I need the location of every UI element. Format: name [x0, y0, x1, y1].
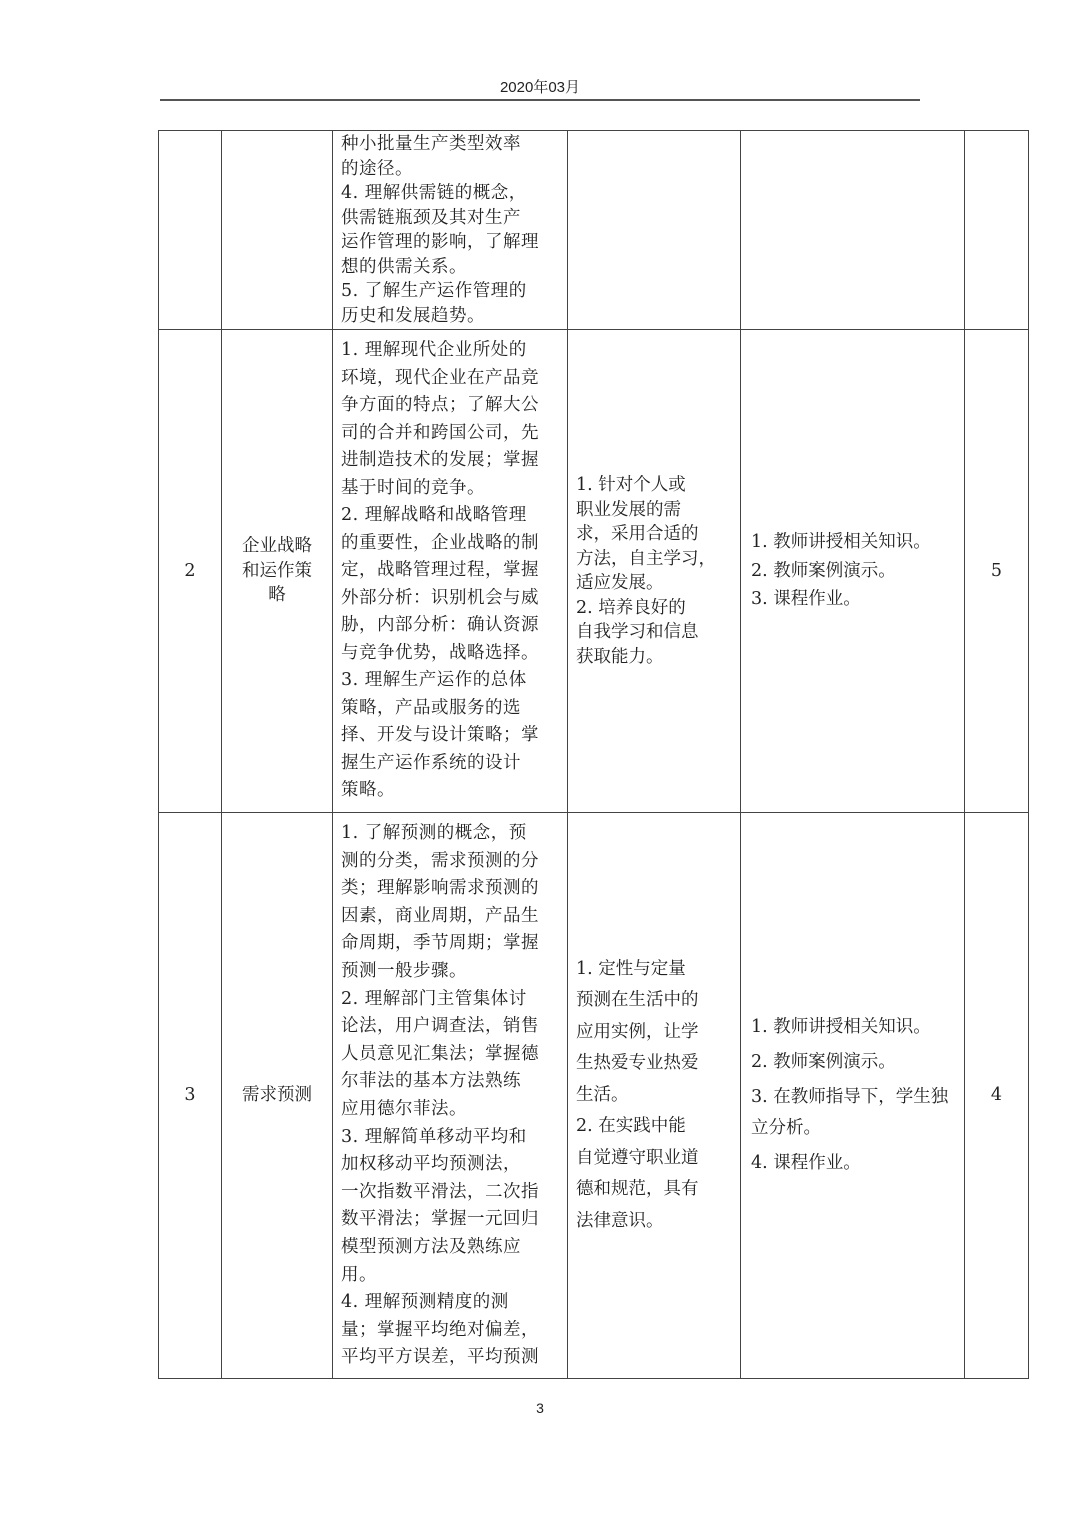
page-header-date: 2020年03月	[499, 79, 581, 96]
ideological-goals-cell	[568, 131, 741, 330]
row-topic-cell	[222, 330, 333, 813]
goal-line: 历史和发展趋势。	[341, 305, 485, 326]
moral-line: 预测在生活中的	[576, 990, 699, 1011]
moral-line: 1. 定性与定量	[576, 958, 686, 979]
goal-line: 想的供需关系。	[341, 256, 467, 277]
topic-line: 和运作策	[242, 560, 312, 581]
method-item: 2. 教师案例演示。	[751, 1052, 896, 1072]
moral-line: 自我学习和信息	[576, 622, 699, 642]
goal-line: 加权移动平均预测法，	[341, 1154, 521, 1175]
goal-line: 4. 理解预测精度的测	[341, 1292, 509, 1313]
method-item: 3. 在教师指导下，学生独立分析。	[751, 1087, 949, 1138]
goal-line: 3. 理解生产运作的总体	[341, 670, 527, 691]
moral-line: 法律意识。	[576, 1210, 664, 1231]
method-item: 4. 课程作业。	[751, 1153, 861, 1173]
topic-line: 略	[268, 585, 286, 606]
goal-line: 的重要性，企业战略的制	[341, 532, 539, 553]
row-number-cell: 2	[159, 330, 222, 813]
goal-line: 环境，现代企业在产品竞	[341, 367, 539, 388]
goal-line: 类；理解影响需求预测的	[341, 878, 539, 899]
goal-line: 4. 理解供需链的概念，	[341, 183, 527, 203]
teaching-methods-cell	[741, 813, 965, 1379]
goal-line: 人员意见汇集法；掌握德	[341, 1043, 539, 1064]
moral-line: 1. 针对个人或	[576, 475, 686, 495]
goal-line: 握生产运作系统的设计	[341, 752, 521, 773]
goal-line: 1. 了解预测的概念，预	[341, 823, 527, 844]
goal-line: 1. 理解现代企业所处的	[341, 340, 527, 361]
teaching-methods-cell	[741, 131, 965, 330]
goal-line: 争方面的特点；了解大公	[341, 395, 539, 416]
goal-line: 与竞争优势，战略选择。	[341, 642, 539, 663]
goal-line: 测的分类，需求预测的分	[341, 850, 539, 871]
table-row	[159, 813, 1029, 1379]
header-rule	[160, 99, 920, 101]
goal-line: 司的合并和跨国公司，先	[341, 422, 539, 443]
teaching-methods-cell	[741, 330, 965, 813]
goal-line: 择、开发与设计策略；掌	[341, 725, 539, 746]
goal-line: 量；掌握平均绝对偏差，	[341, 1319, 539, 1340]
learning-goals-cell	[333, 131, 568, 330]
goal-line: 策略，产品或服务的选	[341, 697, 521, 718]
row-topic-cell	[222, 131, 333, 330]
row-number-cell	[159, 131, 222, 330]
moral-line: 职业发展的需	[576, 499, 681, 520]
moral-line: 德和规范，具有	[576, 1179, 699, 1200]
goal-line: 2. 理解部门主管集体讨	[341, 988, 527, 1009]
moral-line: 方法，自主学习，	[576, 548, 716, 569]
goal-line: 尔菲法的基本方法熟练	[341, 1071, 521, 1092]
goal-line: 平均平方误差，平均预测	[341, 1347, 539, 1368]
method-item: 2. 教师案例演示。	[751, 560, 896, 581]
method-item: 1. 教师讲授相关知识。	[751, 1017, 931, 1037]
moral-line: 生活。	[576, 1084, 629, 1105]
moral-line: 求，采用合适的	[576, 524, 699, 544]
goal-line: 命周期，季节周期；掌握	[341, 933, 539, 954]
learning-goals-cell	[333, 813, 568, 1379]
topic-line: 需求预测	[242, 1085, 312, 1106]
moral-line: 2. 在实践中能	[576, 1116, 686, 1137]
goal-line: 论法，用户调查法，销售	[341, 1016, 539, 1037]
hours-cell: 5	[965, 330, 1029, 813]
goal-line: 因素，商业周期，产品生	[341, 905, 539, 926]
hours-cell	[965, 131, 1029, 330]
page-number: 3	[536, 1400, 544, 1416]
syllabus-table	[158, 130, 1029, 1379]
goal-line: 策略。	[341, 780, 395, 801]
goal-line: 供需链瓶颈及其对生产	[341, 207, 521, 228]
goal-line: 数平滑法；掌握一元回归	[341, 1209, 539, 1230]
moral-line: 应用实例，让学	[576, 1021, 699, 1042]
row-topic-cell	[222, 813, 333, 1379]
goal-line: 的途径。	[341, 158, 413, 179]
goal-line: 3. 理解简单移动平均和	[341, 1126, 527, 1147]
ideological-goals-cell	[568, 330, 741, 813]
method-item: 3. 课程作业。	[751, 589, 861, 610]
goal-line: 运作管理的影响，了解理	[341, 232, 539, 252]
moral-line: 适应发展。	[576, 573, 664, 593]
moral-line: 获取能力。	[576, 646, 664, 667]
moral-line: 2. 培养良好的	[576, 597, 686, 618]
moral-line: 自觉遵守职业道	[576, 1147, 699, 1168]
hours-cell: 4	[965, 813, 1029, 1379]
ideological-goals-cell	[568, 813, 741, 1379]
goal-line: 5. 了解生产运作管理的	[341, 281, 527, 301]
row-number-cell: 3	[159, 813, 222, 1379]
goal-line: 种小批量生产类型效率	[341, 134, 521, 154]
goal-line: 胁，内部分析：确认资源	[341, 615, 539, 636]
goal-line: 应用德尔菲法。	[341, 1099, 467, 1119]
topic-line: 企业战略	[242, 536, 312, 557]
table-row	[159, 330, 1029, 813]
goal-line: 用。	[341, 1264, 377, 1285]
goal-line: 2. 理解战略和战略管理	[341, 505, 527, 526]
goal-line: 进制造技术的发展；掌握	[341, 450, 539, 471]
method-item: 1. 教师讲授相关知识。	[751, 532, 931, 553]
goal-line: 模型预测方法及熟练应	[341, 1236, 521, 1257]
goal-line: 定，战略管理过程，掌握	[341, 560, 539, 581]
goal-line: 外部分析：识别机会与威	[341, 587, 539, 608]
goal-line: 预测一般步骤。	[341, 961, 467, 982]
goal-line: 一次指数平滑法，二次指	[341, 1181, 539, 1202]
moral-line: 生热爱专业热爱	[576, 1053, 699, 1074]
goal-line: 基于时间的竞争。	[341, 477, 485, 498]
table-row	[159, 131, 1029, 330]
learning-goals-cell	[333, 330, 568, 813]
